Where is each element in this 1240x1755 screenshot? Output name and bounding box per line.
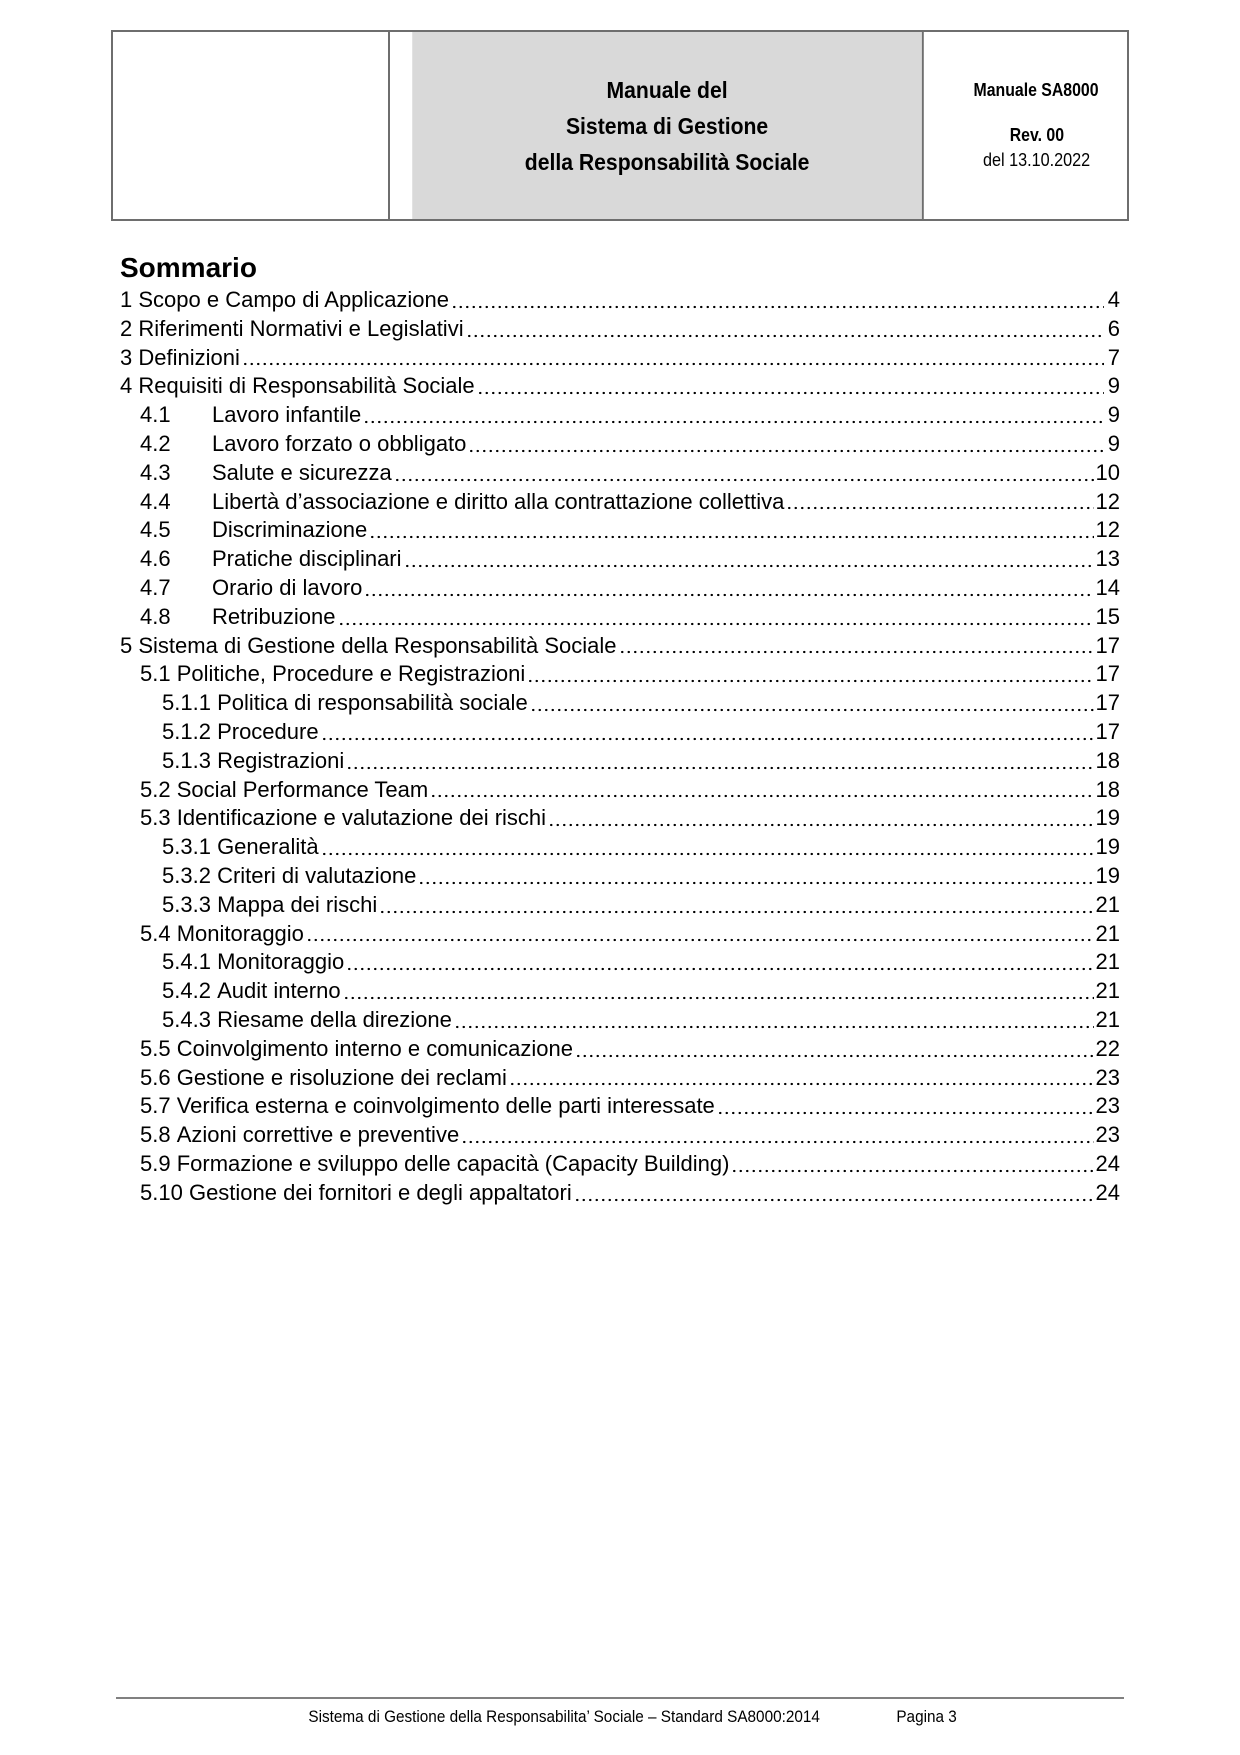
toc-entry[interactable] [120,315,1120,344]
toc-entry-number: 2 [120,315,133,341]
toc-entry-page: 19 [1095,805,1120,831]
toc-entry[interactable] [120,920,1120,949]
toc-entry-label: Audit interno [217,978,341,1004]
toc-entry-number: 1 [120,287,133,312]
toc-entry-label: Politica di responsabilità sociale [217,690,528,716]
toc-entry-page: 23 [1095,1122,1120,1148]
dot-leader [466,332,1104,338]
toc-entry[interactable] [120,747,1120,776]
toc-entry-label: Riesame della direzione [217,1006,452,1032]
toc-entry-page: 7 [1107,344,1120,370]
dot-leader [430,792,1093,798]
toc-entry-number: 5.7 [140,1093,171,1119]
toc-entry-number: 5.3.1 [162,834,211,860]
toc-entry[interactable] [120,1121,1120,1150]
toc-entry[interactable] [120,1064,1120,1093]
toc-entry-page: 10 [1095,459,1120,485]
toc-entry-label: Social Performance Team [176,776,429,802]
dot-leader [454,1023,1094,1029]
toc-entry-page: 24 [1095,1179,1120,1205]
toc-entry-label: Verifica esterna e coinvolgimento delle parti interessate [176,1093,715,1119]
toc-entry-page: 15 [1095,603,1120,629]
toc-entry[interactable] [120,1006,1120,1035]
toc-entry-number: 5.4.3 [162,1006,211,1032]
toc-entry[interactable] [120,632,1120,661]
toc-entry-label: Criteri di valutazione [217,862,417,888]
toc-entry-number: 5.8 [140,1122,171,1148]
dot-leader [575,1052,1094,1058]
toc-entry-label: Requisiti di Responsabilità Sociale [138,373,475,399]
toc-entry-label: Libertà d’associazione e diritto alla contrattazione collettiva [212,488,785,514]
toc-entry[interactable] [120,862,1120,891]
dot-leader [451,303,1104,309]
dot-leader [477,389,1104,395]
toc-entry-label: Lavoro infantile [212,402,362,428]
toc-entry-page: 18 [1095,776,1120,802]
toc-entry-page: 22 [1095,1035,1120,1061]
toc-entry[interactable] [120,459,1120,488]
toc-entry-number: 4.1 [140,402,171,428]
dot-leader [306,936,1094,942]
toc-entry-label: Politiche, Procedure e Registrazioni [176,661,526,687]
dot-leader [321,850,1094,856]
toc-entry-label: Orario di lavoro [212,574,363,600]
revision-number: Rev. 00 [1009,125,1064,145]
dot-leader [530,706,1094,712]
toc-entry-number: 5.1.3 [162,747,211,773]
toc-entry[interactable] [120,286,1120,315]
toc-entry-page: 18 [1095,747,1120,773]
dot-leader [418,879,1093,885]
toc-entry-label: Generalità [217,834,319,860]
title-line-3: della Responsabilità Sociale [524,148,810,175]
footer-text: Sistema di Gestione della Responsabilita’ Sociale – Standard SA8000:2014 [308,1707,820,1726]
dot-leader [338,620,1094,626]
title-line-1: Manuale del [606,76,728,103]
toc-entry[interactable] [120,1179,1120,1208]
toc-entry[interactable] [120,488,1120,517]
toc-entry-number: 5.2 [140,776,171,802]
logo-cell [113,32,390,219]
toc-entry[interactable] [120,372,1120,401]
dot-leader [619,648,1094,654]
toc-entry-number: 5.9 [140,1150,171,1176]
toc-entry-page: 6 [1107,315,1120,341]
dot-leader [548,821,1093,827]
footer-divider [116,1697,1124,1699]
dot-leader [717,1109,1094,1115]
toc-entry-label: Riferimenti Normativi e Legislativi [138,315,464,341]
toc-entry-number: 3 [120,344,133,370]
toc-entry-page: 21 [1095,891,1120,917]
toc-entry-page: 24 [1095,1150,1120,1176]
toc-entry-number: 5.3.3 [162,891,211,917]
dot-leader [346,764,1093,770]
toc-entry-number: 5.3.2 [162,862,211,888]
toc-entry-number: 5.4.1 [162,949,211,975]
toc-entry-label: Lavoro forzato o obbligato [212,430,467,456]
document-title [412,32,924,219]
dot-leader [404,562,1094,568]
dot-leader [343,994,1094,1000]
dot-leader [346,965,1093,971]
dot-leader [363,418,1104,424]
toc-entry[interactable] [120,833,1120,862]
toc-entry-label: Retribuzione [212,603,336,629]
toc-entry-label: Scopo e Campo di Applicazione [138,287,450,312]
revision-date: del 13.10.2022 [982,150,1091,170]
toc-entry[interactable] [120,891,1120,920]
toc-entry[interactable] [120,1150,1120,1179]
toc-entry-label: Procedure [217,718,319,744]
toc-entry-number: 4.2 [140,430,171,456]
toc-entry[interactable] [120,574,1120,603]
toc-entry-number: 4.6 [140,546,171,572]
toc-entry-label: Monitoraggio [176,920,304,946]
toc-entry-label: Pratiche disciplinari [212,546,402,572]
toc-entry-number: 4.7 [140,574,171,600]
dot-leader [468,447,1104,453]
toc-entry-page: 17 [1095,632,1120,658]
toc-entry-label: Gestione e risoluzione dei reclami [176,1064,507,1090]
document-code: Manuale SA8000 [973,80,1100,100]
dot-leader [364,591,1093,597]
toc-entry-page: 21 [1095,949,1120,975]
toc-entry-page: 23 [1095,1064,1120,1090]
toc-entry-label: Azioni correttive e preventive [176,1122,460,1148]
toc-entry-number: 5.4.2 [162,978,211,1004]
toc-entry[interactable] [120,545,1120,574]
toc-entry-label: Coinvolgimento interno e comunicazione [176,1035,573,1061]
toc-entry-page: 23 [1095,1093,1120,1119]
toc-entry[interactable] [120,776,1120,805]
toc-entry-label: Sistema di Gestione della Responsabilità Sociale [138,632,617,658]
toc-entry-number: 5.1.2 [162,718,211,744]
toc-entry-page: 19 [1095,862,1120,888]
toc-entry-page: 12 [1095,517,1120,543]
toc-entry[interactable] [120,1035,1120,1064]
toc-entry-page: 17 [1095,661,1120,687]
toc-entry[interactable] [120,689,1120,718]
toc-title: Sommario [120,252,257,283]
toc-entry-number: 4.4 [140,488,171,514]
toc-entry-number: 4 [120,373,133,399]
dot-leader [574,1196,1094,1202]
toc-entry[interactable] [120,977,1120,1006]
toc-entry-label: Gestione dei fornitori e degli appaltatori [188,1179,572,1205]
table-of-contents [120,250,1120,1208]
toc-entry[interactable] [120,718,1120,747]
toc-entry[interactable] [120,401,1120,430]
title-line-2: Sistema di Gestione [565,112,769,139]
dot-leader [509,1080,1094,1086]
toc-entry[interactable] [120,1092,1120,1121]
toc-entry-number: 5.1.1 [162,690,211,716]
toc-entry-page: 9 [1107,430,1120,456]
toc-entry[interactable] [120,948,1120,977]
toc-entry-label: Salute e sicurezza [212,459,392,485]
toc-entry[interactable] [120,344,1120,373]
toc-entry-number: 4.3 [140,459,171,485]
dot-leader [527,677,1093,683]
toc-entry-number: 5.4 [140,920,171,946]
toc-entry-number: 5.5 [140,1035,171,1061]
dot-leader [379,908,1093,914]
toc-entry[interactable] [120,660,1120,689]
toc-entry-label: Mappa dei rischi [217,891,378,917]
toc-entry-page: 21 [1095,1006,1120,1032]
page-number: Pagina 3 [896,1707,957,1726]
toc-entry-page: 17 [1095,690,1120,716]
toc-entry-number: 5.10 [140,1179,183,1205]
document-header-table [111,30,1129,221]
toc-entry-page: 4 [1107,287,1120,312]
toc-entry-page: 21 [1095,920,1120,946]
toc-entry-label: Registrazioni [217,747,345,773]
toc-entry-page: 17 [1095,718,1120,744]
toc-entry[interactable] [120,603,1120,632]
toc-entry-page: 12 [1095,488,1120,514]
toc-entry[interactable] [120,516,1120,545]
toc-entry-label: Discriminazione [212,517,368,543]
toc-entry-page: 19 [1095,834,1120,860]
toc-entry-number: 5.3 [140,805,171,831]
dot-leader [394,476,1094,482]
toc-entry-label: Formazione e sviluppo delle capacità (Capacity Building) [176,1150,730,1176]
toc-entry[interactable] [120,430,1120,459]
toc-entry-page: 9 [1107,373,1120,399]
dot-leader [242,360,1104,366]
toc-entry-number: 5.1 [140,661,171,687]
dot-leader [786,504,1093,510]
toc-entry-number: 5 [120,632,133,658]
toc-entry[interactable] [120,804,1120,833]
dot-leader [321,735,1094,741]
toc-entry-label: Identificazione e valutazione dei rischi [176,805,547,831]
dot-leader [461,1138,1093,1144]
toc-entry-page: 9 [1107,402,1120,428]
toc-entry-page: 21 [1095,978,1120,1004]
toc-entry-label: Monitoraggio [217,949,345,975]
page-footer [0,1704,1240,1730]
document-meta-cell [946,32,1127,219]
toc-entry-page: 13 [1095,546,1120,572]
toc-entry-number: 4.8 [140,603,171,629]
dot-leader [731,1167,1093,1173]
toc-entry-number: 5.6 [140,1064,171,1090]
toc-entry-page: 14 [1095,574,1120,600]
toc-entry-number: 4.5 [140,517,171,543]
toc-entry-label: Definizioni [138,344,240,370]
dot-leader [369,533,1093,539]
